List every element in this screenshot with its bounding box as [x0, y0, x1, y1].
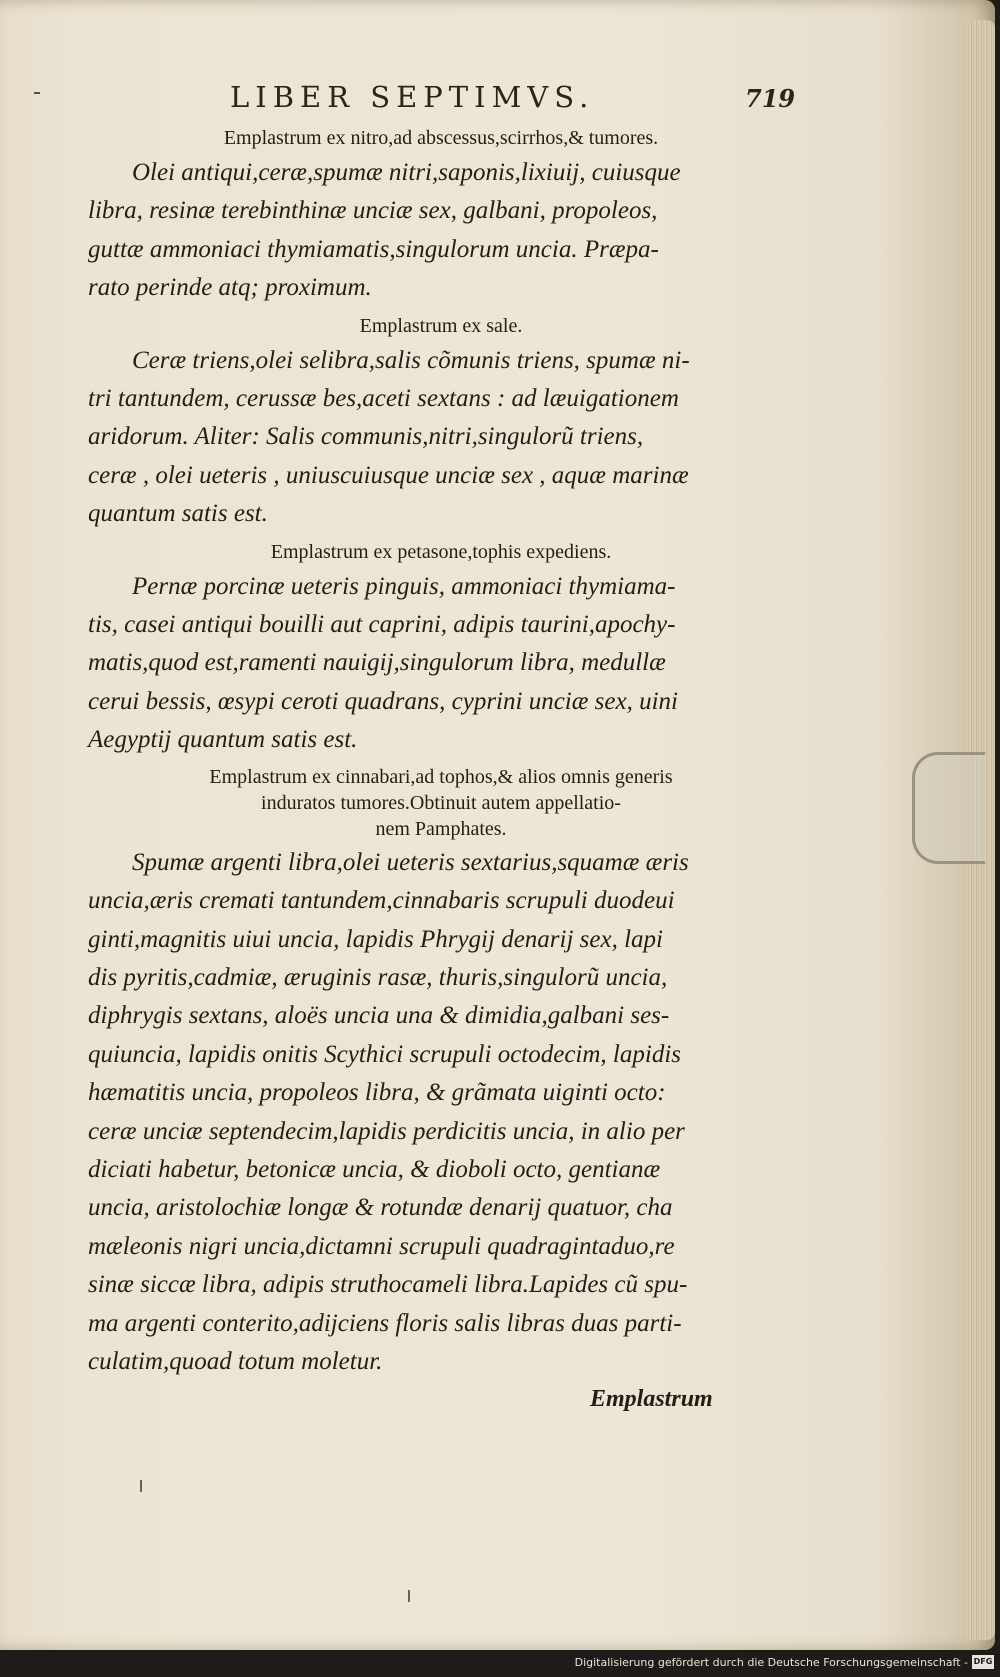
- text-line: quiuncia, lapidis onitis Scythici scrupuli octodecim, lapidis: [88, 1040, 681, 1068]
- text-line: hæmatitis uncia, propoleos libra, & grãmata uiginti octo:: [88, 1079, 666, 1107]
- section-sale: [88, 312, 794, 534]
- text-line: ma argenti conterito,adijciens floris salis libras duas parti-: [88, 1309, 682, 1337]
- section-heading: [88, 312, 794, 340]
- text-line: tis, casei antiqui bouilli aut caprini, adipis taurini,apochy-: [88, 611, 676, 639]
- text-line: uncia, aristolochiæ longæ & rotundæ denarij quatuor, cha: [88, 1194, 673, 1222]
- text-line: Aegyptij quantum satis est.: [88, 726, 358, 754]
- section-body: [88, 154, 794, 308]
- heading-line: Emplastrum ex nitro,ad abscessus,scirrhos,& tumores.: [223, 127, 659, 149]
- heading-line: Emplastrum ex cinnabari,ad tophos,& alios omnis generis: [209, 765, 673, 788]
- heading-line: induratos tumores.Obtinuit autem appellatio-: [261, 791, 621, 814]
- text-line: Olei antiqui,ceræ,spumæ nitri,saponis,lixiuij, cuiusque: [132, 159, 681, 186]
- text-line: culatim,quoad totum moletur.: [88, 1347, 383, 1375]
- running-head-title: LIBER SEPTIMVS.: [230, 80, 595, 114]
- text-line: ginti,magnitis uiui uncia, lapidis Phrygij denarij sex, lapi: [88, 925, 663, 953]
- book-clip-icon: [912, 752, 985, 864]
- text-line: cerui bessis, œsypi ceroti quadrans, cyprini unciæ sex, uini: [88, 687, 678, 715]
- heading-line: nem Pamphates.: [375, 817, 507, 840]
- text-line: aridorum. Aliter: Salis communis,nitri,singulorũ triens,: [88, 423, 644, 451]
- text-line: matis,quod est,ramenti nauigij,singulorum libra, medullæ: [88, 649, 666, 677]
- dfg-logo-icon: DFG: [972, 1655, 994, 1669]
- text-line: sinæ siccæ libra, adipis struthocameli libra.Lapides cũ spu-: [88, 1271, 688, 1299]
- text-line: diphrygis sextans, aloës uncia una & dimidia,galbani ses-: [88, 1002, 670, 1030]
- text-line: Pernæ porcinæ ueteris pinguis, ammoniaci thymiama-: [132, 572, 676, 600]
- section-heading: [88, 124, 794, 152]
- section-heading: [88, 764, 794, 842]
- page-text: [88, 124, 794, 1385]
- section-body: [88, 342, 794, 534]
- section-petasone: [88, 538, 794, 760]
- footer-credit: Digitalisierung gefördert durch die Deutsche Forschungsgemeinschaft -: [574, 1656, 968, 1669]
- folio-number: 719: [745, 84, 796, 113]
- heading-line: Emplastrum ex petasone,tophis expediens.: [270, 540, 612, 563]
- text-line: uncia,æris cremati tantundem,cinnabaris scrupuli duodeui: [88, 887, 675, 915]
- section-cinnabari: [88, 764, 794, 1382]
- text-line: Spumæ argenti libra,olei ueteris sextarius,squamæ æris: [132, 848, 689, 876]
- section-body: [88, 844, 794, 1382]
- text-line: ceræ , olei ueteris , uniuscuiusque unciæ sex , aquæ marinæ: [88, 461, 689, 489]
- heading-line: Emplastrum ex sale.: [359, 314, 523, 337]
- footer-bar: [0, 1650, 1000, 1677]
- margin-tick: [408, 1590, 410, 1602]
- running-head: [0, 80, 920, 120]
- text-line: diciati habetur, betonicæ uncia, & dioboli octo, gentianæ: [88, 1155, 661, 1183]
- text-line: guttæ ammoniaci thymiamatis,singulorum uncia. Præpa-: [88, 235, 659, 263]
- text-line: rato perinde atq; proximum.: [88, 274, 372, 302]
- text-line: ceræ unciæ septendecim,lapidis perdicitis uncia, in alio per: [88, 1117, 685, 1145]
- section-body: [88, 568, 794, 760]
- text-line: libra, resinæ terebinthinæ unciæ sex, galbani, propoleos,: [88, 197, 658, 225]
- text-line: dis pyritis,cadmiæ, æruginis rasæ, thuris,singulorũ uncia,: [88, 963, 668, 991]
- catchword: Emplastrum: [590, 1386, 713, 1412]
- section-heading: [88, 538, 794, 566]
- text-line: mæleonis nigri uncia,dictamni scrupuli quadragintaduo,re: [88, 1232, 675, 1260]
- text-line: Ceræ triens,olei selibra,salis cõmunis triens, spumæ ni-: [132, 346, 690, 374]
- margin-tick: [140, 1480, 142, 1492]
- text-line: tri tantundem, cerussæ bes,aceti sextans : ad læuigationem: [88, 385, 679, 413]
- text-line: quantum satis est.: [88, 500, 268, 528]
- section-nitro: [88, 124, 794, 308]
